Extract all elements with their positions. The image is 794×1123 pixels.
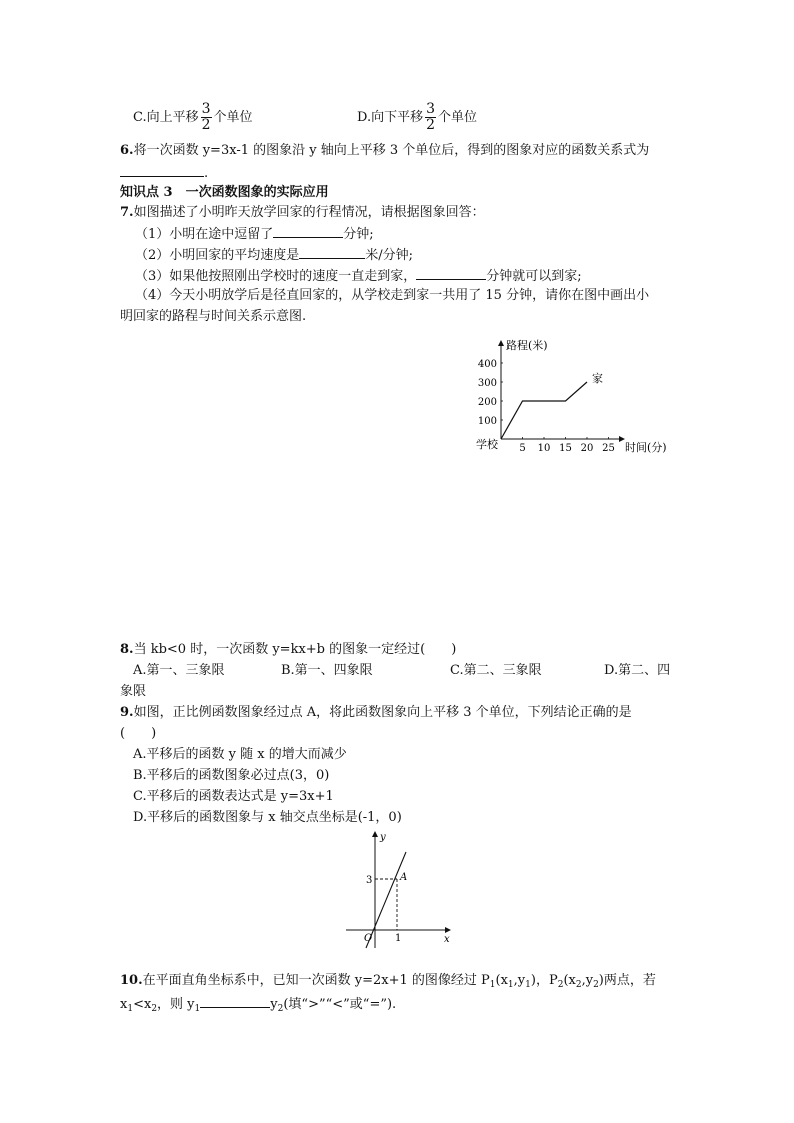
origin-label: O: [364, 933, 373, 944]
q5-option-c: C.向上平移 $\frac{3}{2}$ 个单位: [133, 101, 253, 133]
q8-option-d-cont: 象限: [120, 684, 147, 699]
distance-line: [501, 382, 587, 439]
x-tick-label: 5: [519, 443, 526, 454]
x-mark: 1: [395, 933, 402, 944]
q7-question: 7.如图描述了小明昨天放学回家的行程情况，请根据图象回答：: [120, 205, 485, 220]
y-tick-label: 200: [477, 397, 497, 408]
y-axis-label: 路程(米): [506, 339, 548, 352]
q10-question: 10.在平面直角坐标系中，已知一次函数 y=2x+1 的图像经过 $P_1(x_1,y_1)$，$P_2(x_2,y_2)$两点，若: [120, 973, 656, 990]
x-tick-label: 20: [580, 443, 594, 454]
y-axis-label: y: [380, 832, 386, 843]
x-tick-label: 15: [559, 443, 572, 454]
answer-blank[interactable]: [120, 163, 204, 177]
q9-option-d[interactable]: D.平移后的函数图象与 x 轴交点坐标是(-1，0): [133, 810, 402, 825]
answer-blank[interactable]: [200, 994, 270, 1008]
q9-option-b[interactable]: B.平移后的函数图象必过点(3，0): [133, 768, 330, 783]
question-number: 7.: [120, 205, 134, 220]
x-tick-label: 25: [602, 443, 615, 454]
q5-option-d-prefix: D.向下平移: [357, 110, 424, 125]
q8-option-c[interactable]: C.第二、三象限: [450, 663, 542, 678]
distance-time-chart: [470, 333, 680, 461]
y-tick-label: 300: [477, 378, 497, 389]
answer-blank[interactable]: [416, 266, 486, 280]
origin-label: 学校: [476, 438, 498, 451]
q9-paren: ( ): [120, 726, 157, 741]
x-tick-label: 10: [537, 443, 551, 454]
point-a-label: A: [400, 872, 408, 883]
q9-question: 9.如图，正比例函数图象经过点 A，将此函数图象向上平移 3 个单位，下列结论正确的是: [120, 705, 632, 720]
q9-option-c[interactable]: C.平移后的函数表达式是 y=3x+1: [133, 789, 334, 804]
q7-sub1: （1）小明在途中逗留了 分钟;: [135, 224, 374, 244]
q8-option-b[interactable]: B.第一、四象限: [281, 663, 373, 678]
q7-sub4-line1: （4）今天小明放学后是径直回家的，从学校走到家一共用了 15 分钟，请你在图中画出小: [135, 288, 650, 303]
y-tick-label: 400: [477, 359, 497, 370]
q5-option-d: D.向下平移 $\frac{3}{2}$ 个单位: [357, 101, 478, 133]
answer-blank[interactable]: [299, 245, 365, 259]
q7-sub3: （3）如果他按照刚出学校时的速度一直走到家， 分钟就可以到家;: [135, 266, 582, 286]
q8-option-d[interactable]: D.第二、四: [604, 663, 671, 678]
question-number: 10.: [120, 973, 143, 988]
x-axis-label: 时间(分): [625, 441, 667, 454]
y-mark: 3: [366, 875, 373, 886]
fraction: $\frac{3}{2}$: [426, 101, 436, 133]
question-number: 6.: [120, 143, 134, 158]
fraction: $\frac{3}{2}$: [201, 101, 211, 133]
q10-line2: $x_1<x_2$，则 $y_1$ $y_2$(填“>”“<”或“=”).: [120, 994, 396, 1018]
end-label: 家: [592, 372, 603, 385]
question-number: 9.: [120, 705, 134, 720]
q5-option-c-prefix: C.向上平移: [133, 110, 199, 125]
q8-option-a[interactable]: A.第一、三象限: [133, 663, 225, 678]
q7-sub4-line2: 明回家的路程与时间关系示意图.: [120, 309, 307, 324]
question-number: 8.: [120, 642, 134, 657]
q6-answer-line: .: [120, 163, 208, 183]
coordinate-graph: [340, 828, 458, 950]
q6-question: 6.将一次函数 y=3x-1 的图象沿 y 轴向上平移 3 个单位后，得到的图象对应的函数关系式为: [120, 143, 650, 158]
q8-question: 8.当 kb<0 时，一次函数 y=kx+b 的图象一定经过( ): [120, 642, 457, 657]
x-axis-label: x: [444, 934, 450, 945]
q9-option-a[interactable]: A.平移后的函数 y 随 x 的增大而减少: [133, 747, 347, 762]
y-tick-label: 100: [477, 416, 497, 427]
q7-sub2: （2）小明回家的平均速度是 米/分钟;: [135, 245, 413, 265]
section-title: 知识点 3 一次函数图象的实际应用: [120, 185, 329, 200]
answer-blank[interactable]: [273, 224, 343, 238]
